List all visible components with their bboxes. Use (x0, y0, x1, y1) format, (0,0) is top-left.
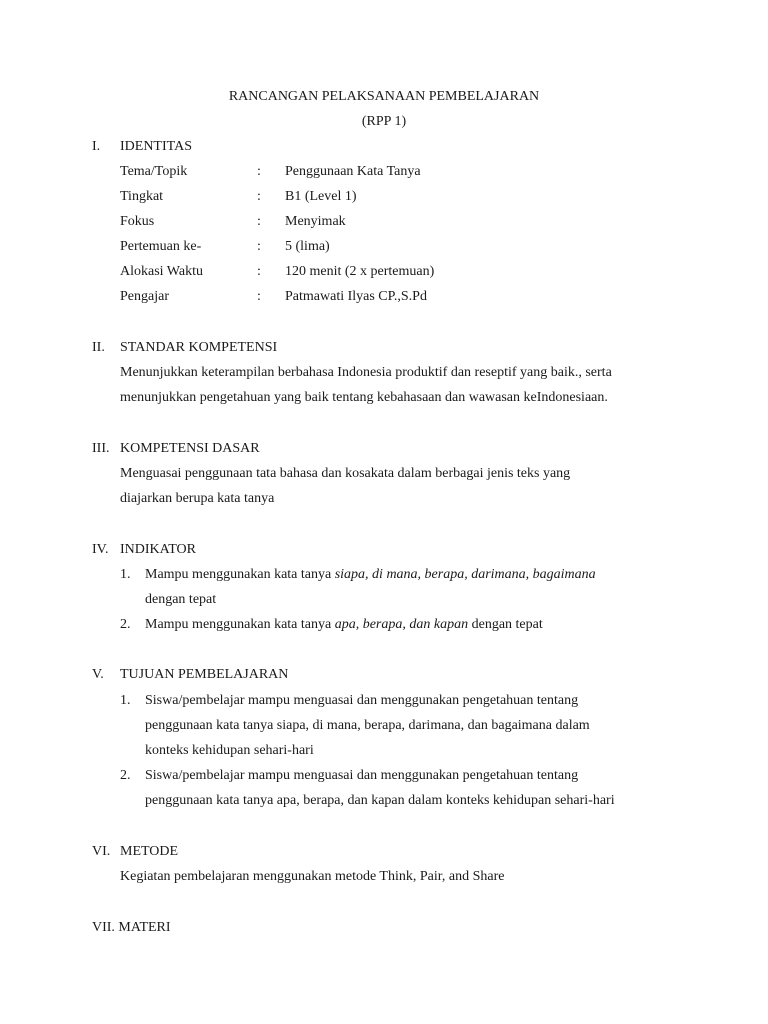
list-item (145, 616, 543, 634)
list-number: 2. (120, 768, 131, 783)
identity-label: Tingkat (120, 189, 164, 204)
list-item: Siswa/pembelajar mampu menguasai dan menggunakan pengetahuan tentang (145, 768, 579, 783)
list-item (145, 566, 596, 584)
section-number: III. (92, 441, 110, 456)
identity-value: Menyimak (285, 214, 346, 229)
list-item-continuation: penggunaan kata tanya apa, berapa, dan kapan dalam konteks kehidupan sehari-hari (145, 793, 615, 808)
section-heading-materi: VII. MATERI (92, 920, 171, 935)
paragraph-line: Menguasai penggunaan tata bahasa dan kosakata dalam berbagai jenis teks yang (120, 466, 571, 481)
list-item-italic: apa, berapa, dan kapan (334, 617, 469, 632)
section-number: V. (92, 667, 104, 682)
section-number: IV. (92, 542, 109, 557)
list-item-text: Mampu menggunakan kata tanya (145, 567, 335, 582)
section-number: II. (92, 340, 105, 355)
section-heading-tujuan: TUJUAN PEMBELAJARAN (120, 667, 289, 682)
identity-colon: : (257, 239, 261, 254)
identity-value: 5 (lima) (285, 239, 330, 254)
document-subtitle: (RPP 1) (361, 114, 407, 129)
section-number: I. (92, 139, 101, 154)
list-number: 2. (120, 617, 131, 632)
section-number: VI. (92, 844, 111, 859)
identity-colon: : (257, 189, 261, 204)
identity-value: Patmawati Ilyas CP.,S.Pd (285, 289, 427, 304)
identity-label: Tema/Topik (120, 164, 188, 179)
section-heading-metode: METODE (120, 844, 179, 859)
identity-colon: : (257, 289, 261, 304)
paragraph-line: Kegiatan pembelajaran menggunakan metode Think, Pair, and Share (120, 869, 505, 884)
list-item-continuation: dengan tepat (145, 592, 217, 607)
list-item-italic: siapa, di mana, berapa, darimana, bagaimana (334, 567, 596, 582)
list-number: 1. (120, 693, 131, 708)
identity-value: Penggunaan Kata Tanya (285, 164, 421, 179)
identity-colon: : (257, 164, 261, 179)
identity-label: Pengajar (120, 289, 169, 304)
document-title: RANCANGAN PELAKSANAAN PEMBELAJARAN (228, 89, 540, 104)
identity-colon: : (257, 264, 261, 279)
list-item-text: Mampu menggunakan kata tanya (145, 617, 335, 632)
identity-value: B1 (Level 1) (285, 189, 357, 204)
identity-value: 120 menit (2 x pertemuan) (285, 264, 435, 279)
section-heading-identitas: IDENTITAS (120, 139, 192, 154)
identity-label: Alokasi Waktu (120, 264, 203, 279)
section-heading-indikator: INDIKATOR (120, 542, 196, 557)
list-number: 1. (120, 567, 131, 582)
list-item: Siswa/pembelajar mampu menguasai dan menggunakan pengetahuan tentang (145, 693, 579, 708)
identity-label: Pertemuan ke- (120, 239, 202, 254)
paragraph-line: Menunjukkan keterampilan berbahasa Indonesia produktif dan reseptif yang baik., serta (120, 365, 612, 380)
list-item-continuation: penggunaan kata tanya siapa, di mana, berapa, darimana, dan bagaimana dalam (145, 718, 590, 733)
paragraph-line: menunjukkan pengetahuan yang baik tentang kebahasaan dan wawasan keIndonesiaan. (120, 390, 608, 405)
list-item-text: dengan tepat (468, 617, 543, 632)
paragraph-line: diajarkan berupa kata tanya (120, 491, 275, 506)
section-heading-kompetensi: KOMPETENSI DASAR (120, 441, 260, 456)
identity-colon: : (257, 214, 261, 229)
identity-label: Fokus (120, 214, 155, 229)
section-heading-standar: STANDAR KOMPETENSI (120, 340, 278, 355)
list-item-continuation: konteks kehidupan sehari-hari (145, 743, 314, 758)
